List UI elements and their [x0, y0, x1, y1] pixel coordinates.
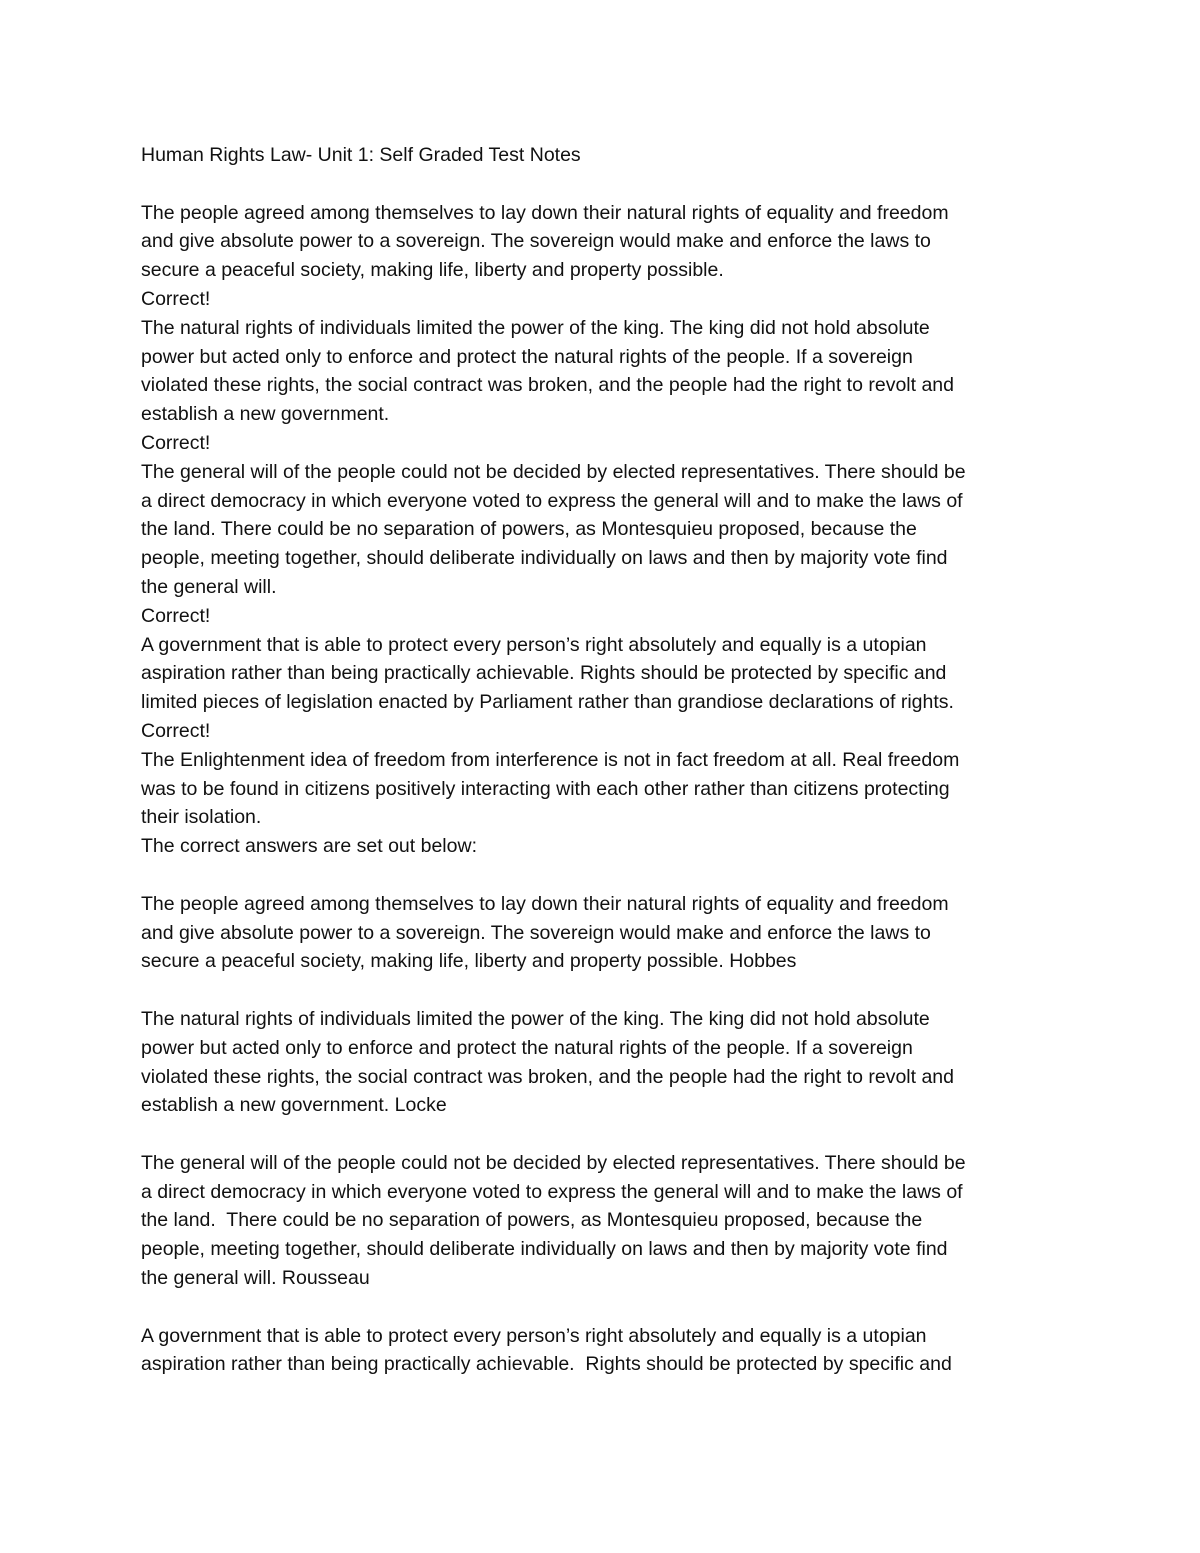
text-line: people, meeting together, should deliberate individually on laws and then by majority vote find [141, 547, 948, 570]
text-line: power but acted only to enforce and protect the natural rights of the people. If a sovereign [141, 345, 913, 368]
text-line: power but acted only to enforce and protect the natural rights of the people. If a sovereign [141, 1036, 913, 1059]
text-line [141, 976, 1061, 1005]
text-line: The people agreed among themselves to lay down their natural rights of equality and freedom [141, 892, 949, 915]
text-line: and give absolute power to a sovereign. The sovereign would make and enforce the laws to [141, 230, 931, 253]
text-line: the general will. Rousseau [141, 1267, 370, 1290]
text-line: establish a new government. Locke [141, 1094, 447, 1117]
text-line: the land. There could be no separation of powers, as Montesquieu proposed, because the [141, 518, 917, 541]
text-line [141, 170, 1061, 199]
text-line: The natural rights of individuals limited the power of the king. The king did not hold absolute [141, 1007, 930, 1030]
text-line: and give absolute power to a sovereign. The sovereign would make and enforce the laws to [141, 921, 931, 944]
text-line: people, meeting together, should deliberate individually on laws and then by majority vote find [141, 1238, 948, 1261]
text-line: aspiration rather than being practically achievable. Rights should be protected by specific and [141, 1353, 952, 1376]
text-line: secure a peaceful society, making life, liberty and property possible. [141, 259, 724, 282]
answers-heading: The correct answers are set out below: [141, 835, 477, 858]
text-line [141, 861, 1061, 890]
text-line: violated these rights, the social contract was broken, and the people had the right to revolt and [141, 374, 955, 397]
correct-label: Correct! [141, 604, 211, 627]
text-line: aspiration rather than being practically achievable. Rights should be protected by specific and [141, 662, 947, 685]
text-line: secure a peaceful society, making life, liberty and property possible. Hobbes [141, 950, 797, 973]
correct-label: Correct! [141, 287, 211, 310]
text-line [141, 1293, 1061, 1322]
document-title: Human Rights Law- Unit 1: Self Graded Test Notes [141, 144, 581, 166]
text-line: The general will of the people could not be decided by elected representatives. There should be [141, 460, 966, 483]
text-line: the land. There could be no separation of powers, as Montesquieu proposed, because the [141, 1209, 923, 1232]
text-line: a direct democracy in which everyone voted to express the general will and to make the laws of [141, 1180, 963, 1203]
text-line: The natural rights of individuals limited the power of the king. The king did not hold absolute [141, 316, 930, 339]
text-line: A government that is able to protect every person’s right absolutely and equally is a utopian [141, 1324, 927, 1347]
text-line: was to be found in citizens positively interacting with each other rather than citizens protecting [141, 777, 950, 800]
correct-label: Correct! [141, 431, 211, 454]
text-line: The general will of the people could not be decided by elected representatives. There should be [141, 1151, 966, 1174]
document-page [141, 141, 1061, 1379]
text-line: limited pieces of legislation enacted by Parliament rather than grandiose declarations of rights. [141, 691, 954, 714]
text-line: The Enlightenment idea of freedom from interference is not in fact freedom at all. Real freedom [141, 748, 960, 771]
text-line: a direct democracy in which everyone voted to express the general will and to make the laws of [141, 489, 963, 512]
text-line: violated these rights, the social contract was broken, and the people had the right to revolt and [141, 1065, 955, 1088]
correct-label: Correct! [141, 719, 211, 742]
text-line: the general will. [141, 575, 277, 598]
text-line: establish a new government. [141, 403, 390, 426]
text-line: The people agreed among themselves to lay down their natural rights of equality and freedom [141, 201, 949, 224]
text-line: A government that is able to protect every person’s right absolutely and equally is a utopian [141, 633, 927, 656]
text-line [141, 1120, 1061, 1149]
text-line: their isolation. [141, 806, 262, 829]
